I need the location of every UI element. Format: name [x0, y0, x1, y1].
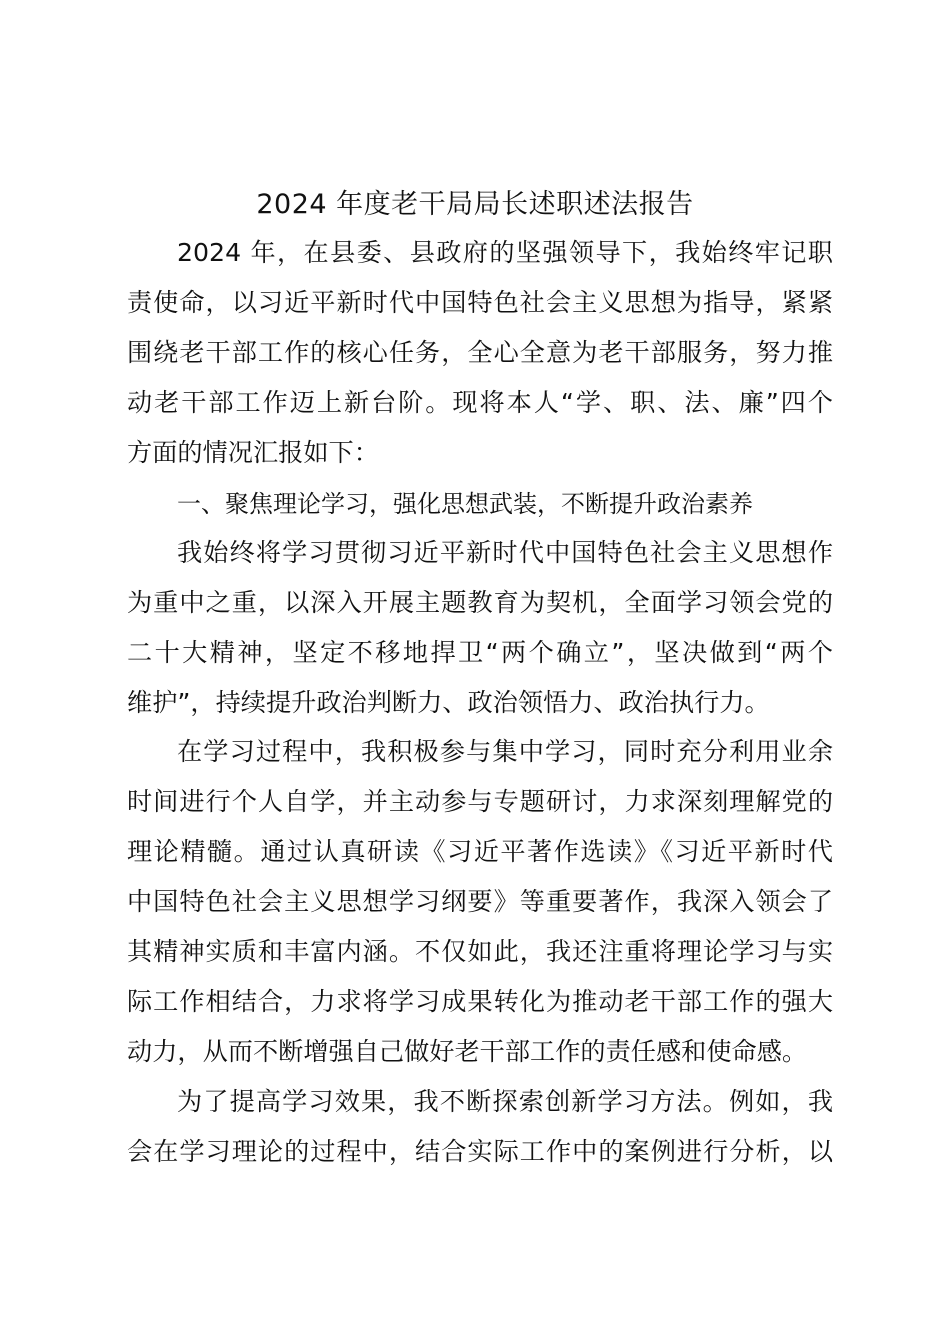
paragraph-line: 围绕老干部工作的核心任务，全心全意为老干部服务，努力推 [127, 338, 833, 367]
paragraph-line: 中国特色社会主义思想学习纲要》等重要著作，我深入领会了 [127, 887, 833, 916]
paragraph-line: 际工作相结合，力求将学习成果转化为推动老干部工作的强大 [127, 987, 833, 1016]
paragraph-line: 在学习过程中，我积极参与集中学习，同时充分利用业余 [177, 737, 833, 766]
paragraph-line: 维护”，持续提升政治判断力、政治领悟力、政治执行力。 [127, 688, 770, 717]
paragraph-line: 我始终将学习贯彻习近平新时代中国特色社会主义思想作 [177, 538, 833, 567]
paragraph-line: 时间进行个人自学，并主动参与专题研讨，力求深刻理解党的 [127, 787, 833, 816]
section-heading: 一、聚焦理论学习，强化思想武装，不断提升政治素养 [177, 490, 753, 518]
paragraph-line: 二十大精神，坚定不移地捍卫“两个确立”，坚决做到“两个 [127, 638, 833, 667]
paragraph-line: 动老干部工作迈上新台阶。现将本人“学、职、法、廉”四个 [127, 388, 833, 417]
paragraph-line: 责使命，以习近平新时代中国特色社会主义思想为指导，紧紧 [127, 288, 833, 317]
paragraph-line: 理论精髓。通过认真研读《习近平著作选读》《习近平新时代 [127, 837, 833, 866]
document-title: 2024 年度老干局局长述职述法报告 [256, 189, 694, 220]
paragraph-line: 其精神实质和丰富内涵。不仅如此，我还注重将理论学习与实 [127, 937, 833, 966]
paragraph-line: 为重中之重，以深入开展主题教育为契机，全面学习领会党的 [127, 588, 833, 617]
paragraph-line: 方面的情况汇报如下： [127, 438, 379, 467]
paragraph-line: 会在学习理论的过程中，结合实际工作中的案例进行分析，以 [127, 1137, 833, 1166]
paragraph-line: 动力，从而不断增强自己做好老干部工作的责任感和使命感。 [127, 1037, 808, 1066]
paragraph-line: 2024 年，在县委、县政府的坚强领导下，我始终牢记职 [177, 238, 833, 267]
paragraph-line: 为了提高学习效果，我不断探索创新学习方法。例如，我 [177, 1087, 833, 1116]
